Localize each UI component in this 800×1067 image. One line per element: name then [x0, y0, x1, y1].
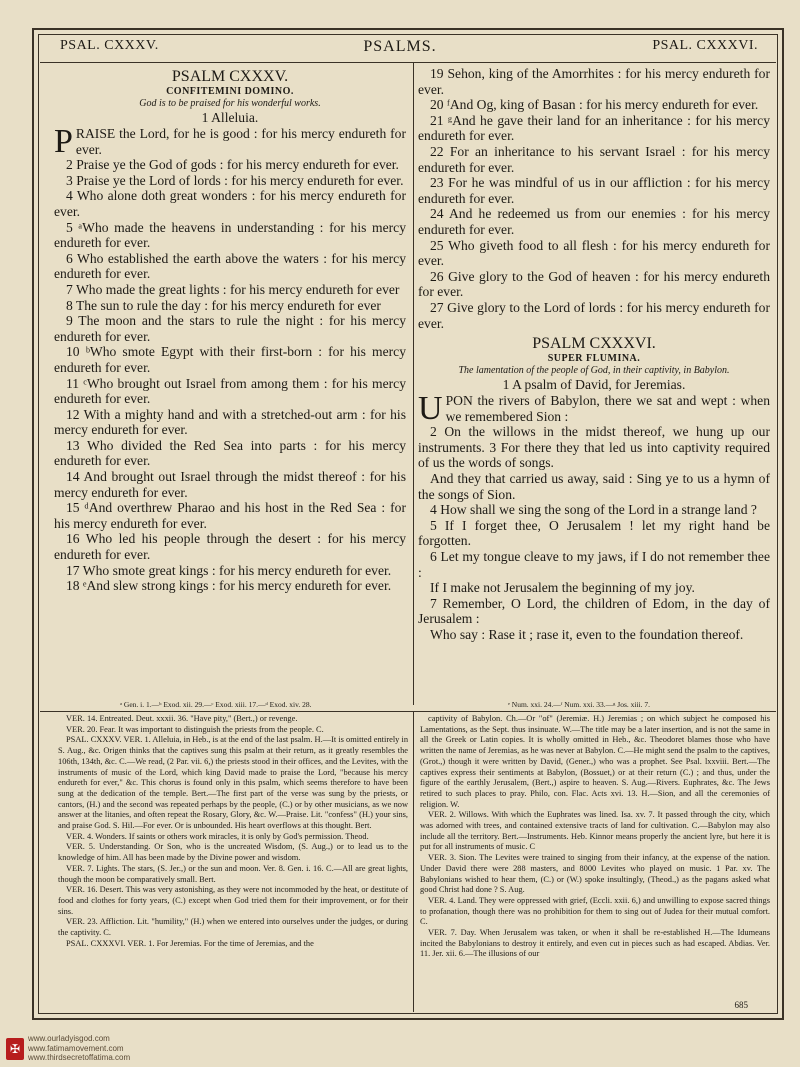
psalm-136-verses [418, 424, 770, 642]
running-head-title: PSALMS. [363, 38, 437, 55]
verse: 17 Who smote great kings : for his mercy endureth for ever. [66, 562, 392, 578]
verse: 19 Sehon, king of the Amorrhites : for his mercy endureth for ever. [418, 66, 770, 97]
seal-icon: ✠ [6, 1038, 24, 1060]
psalm-135-verses [54, 157, 406, 594]
psalm-135-verses-continued [418, 66, 770, 331]
verse: 7 Who made the great lights : for his mercy endureth for ever [66, 281, 400, 297]
verse: 3 Praise ye the Lord of lords : for his mercy endureth for ever. [66, 172, 404, 188]
verse: 14 And brought out Israel through the midst thereof : for his mercy endureth for ever. [54, 469, 406, 500]
verse: 16 Who led his people through the desert : for his mercy endureth for ever. [54, 531, 406, 563]
verse: 2 On the willows in the midst thereof, we hung up our instruments. 3 For there they that led us into captivity required of us the words of songs. [418, 424, 770, 471]
verse: 26 Give glory to the God of heaven : for his mercy endureth for ever. [418, 268, 770, 300]
commentary-paragraph: PSAL. CXXXV. VER. 1. Alleluia, in Heb., is at the end of the last psalm. H.—It is omitted entirely in S. Aug., &c. Origen thinks that the captives sung this psalm at their return, as it greatly resembles the 106th, 134th, &c. C.—We read, (2 Par. vii. 6,) the priests stood in their offices, and the Levites, with the instruments of music of the Lord, which king David made to praise the Lord, "because his mercy endureth for ever," &c. This chorus is found only in this psalm, which seems therefore to have been sung at the dedication of the temple. Bert.—The first part of the verse was sung by the priests, or cantors, (H.) and the second was repeated perhaps by the people, (C.) or by other musicians, as we now answer at the litanies, and often repeat the Rosary, Glory, &c. W.—Praise. Lit. "confess" (H.) your sins, and praise God. S. Hil.—For ever. Or is unbounded. His heart overflows at this thought. Bert. [58, 735, 408, 831]
commentary-paragraph: VER. 5. Understanding. Or Son, who is the uncreated Wisdom, (S. Aug.,) or to lead us to the knowledge of him. All has been made by the Divine power and wisdom. [58, 842, 408, 863]
drop-cap: U [418, 390, 443, 428]
commentary-paragraph: VER. 7. Day. When Jerusalem was taken, or when it shall be re-established H.—The Idumeans incited the Babylonians to destroy it entirely, and even cut in pieces such as had escaped. Abdias. Ver. 11. Jer. xii. 6.—The illusions of our [420, 928, 770, 959]
header-rule [40, 62, 776, 63]
commentary-paragraph: VER. 4. Land. They were oppressed with grief, (Eccli. xxii. 6,) and unwilling to expose sacred things to profanation, though there was no prohibition for them to sing out of Judea for their mutual comfort. C. [420, 895, 770, 927]
verse: 10 ᵇWho smote Egypt with their first-born : for his mercy endureth for ever. [54, 344, 406, 375]
psalm-135-argument: God is to be praised for his wonderful works. [139, 98, 321, 109]
psalm-136-argument: The lamentation of the people of God, in their captivity, in Babylon. [458, 365, 730, 377]
commentary-paragraph: PSAL. CXXXVI. VER. 1. For Jeremias. For the time of Jeremias, and the [66, 938, 314, 948]
commentary-paragraph: VER. 2. Willows. With which the Euphrates was lined. Isa. xv. 7. It passed through the city, which was adorned with trees, and contained extensive tracts of land for cultivation. C.—Babylon may also include all the territory. Bert.—Instruments. Heb. Kinnor means properly the ancient lyre, but here it is put for all instruments of music. C [420, 810, 770, 852]
verse: 27 Give glory to the Lord of lords : for his mercy endureth for ever. [418, 299, 770, 331]
verse: 7 Remember, O Lord, the children of Edom, in the day of Jerusalem : [418, 595, 770, 627]
verse: 6 Let my tongue cleave to my jaws, if I do not remember thee : [418, 549, 770, 580]
verse: 9 The moon and the stars to rule the night : for his mercy endureth for ever. [54, 313, 406, 344]
psalm-135-latin: CONFITEMINI DOMINO. [166, 86, 294, 97]
commentary-paragraph: VER. 23. Affliction. Lit. "humility," (H.) when we entered into ourselves under the judges, or during the captivity. C. [58, 917, 408, 938]
verse: 8 The sun to rule the day : for his mercy endureth for ever [66, 297, 381, 313]
commentary-paragraph: VER. 7. Lights. The stars, (S. Jer.,) or the sun and moon. Ver. 8. Gen. i. 16. C.—All are great lights, though the moon be comparatively small. Bert. [58, 863, 408, 884]
commentary-paragraph: VER. 3. Sion. The Levites were trained to singing from their infancy, at the expense of the nation. Under David there were 288 masters, and 8000 Levites who played on music. 1 Par. xv. The Babylonians wished to hear them, (C.) or (W.) spoke insultingly, (Theod.,) as the pagans asked what good Christ had done ? S. Aug. [420, 853, 770, 895]
verse: 4 Who alone doth great wonders : for his mercy endureth for ever. [54, 188, 406, 219]
verse: 11 ᶜWho brought out Israel from among them : for his mercy endureth for ever. [54, 375, 406, 407]
commentary-right [420, 714, 770, 960]
verse: 18 ᵉAnd slew strong kings : for his mercy endureth for ever. [66, 578, 392, 594]
running-head-right: PSAL. CXXXVI. [652, 38, 758, 53]
commentary-rule [40, 711, 776, 712]
verse: And they that carried us away, said : Sing ye to us a hymn of the songs of Sion. [418, 471, 770, 502]
verse: 5 ᵃWho made the heavens in understanding : for his mercy endureth for ever. [54, 219, 406, 251]
watermark-line: www.fatimamovement.com [28, 1043, 124, 1053]
commentary-paragraph: VER. 16. Desert. This was very astonishing, as they were not incommoded by the heat, or destitute of food and clothes for forty years, (C.) except when God tried them for their improvement, or for their sins. [58, 885, 408, 916]
footnotes-left: ᵃ Gen. i. 1.—ᵇ Exod. xii. 29.—ᶜ Exod. xiii. 17.—ᵈ Exod. xiv. 28. [120, 700, 312, 709]
verse: 15 ᵈAnd overthrew Pharao and his host in the Red Sea : for his mercy endureth for ever. [54, 500, 406, 531]
verse: 24 And he redeemed us from our enemies : for his mercy endureth for ever. [418, 206, 770, 237]
verse: 6 Who established the earth above the waters : for his mercy endureth for ever. [54, 250, 406, 282]
verse: 12 With a mighty hand and with a stretched-out arm : for his mercy endureth for ever. [54, 406, 406, 438]
watermark-line: www.ourladyisgod.com [28, 1034, 110, 1043]
commentary-divider [413, 712, 414, 1012]
commentary-paragraph: VER. 20. Fear. It was important to distinguish the priests from the people. C. [66, 724, 324, 734]
verse: 21 ᵍAnd he gave their land for an inheritance : for his mercy endureth for ever. [418, 112, 770, 144]
psalm-136-latin: SUPER FLUMINA. [547, 353, 641, 365]
verse: 13 Who divided the Red Sea into parts : for his mercy endureth for ever. [54, 437, 406, 469]
right-column [418, 66, 770, 643]
psalm-136-verse-1: UPON the rivers of Babylon, there we sat and wept : when we remembered Sion : [418, 390, 770, 428]
psalm-136-title: PSALM CXXXVI. [532, 335, 656, 353]
page-number: 685 [734, 1000, 748, 1010]
psalm-135-title: PSALM CXXXV. [171, 68, 289, 85]
commentary-paragraph: VER. 4. Wonders. If saints or others work miracles, it is only by God's permission. Theod. [66, 831, 369, 841]
verse: 4 How shall we sing the song of the Lord in a strange land ? [430, 502, 757, 518]
verse: If I make not Jerusalem the beginning of my joy. [430, 580, 695, 596]
commentary-paragraph: captivity of Babylon. Ch.—Or "of" (Jeremiæ. H.) Jeremias ; on which subject he composed his Lamentations, as the Sept. thus insinuate. W.—The title may be a later insertion, and is not the same in all the Greek or Latin copies. It is wholly omitted in Heb., &c. Theodoret blames those who have written the name of Jeremias, as he was never at Babylon. C.—He might send the psalm to the captives, (Grot.,) though it were written by David, (Gener.,) who was a prophet. See Psal. lxxviii. Bert.—The captives express their sentiments at Babylon, (Bossuet,) or at their return (C.) ; and thus, under the figure of the earthly Jerusalem, (Bert.,) aspire to heaven. S. Aug.—Rivers. Euphrates, &c. The Jews retired to such places to pray. Philo, con. Flac. Acts xvi. 13. H.—Sion, and all the ceremonies of religion. W. [420, 714, 770, 809]
footnotes-right: ᵉ Num. xxi. 24.—ᶠ Num. xxi. 33.—ᵍ Jos. xiii. 7. [508, 700, 650, 709]
commentary-left [58, 714, 408, 949]
verse: 5 If I forget thee, O Jerusalem ! let my right hand be forgotten. [418, 517, 770, 549]
column-divider [413, 63, 414, 705]
verse: 2 Praise ye the God of gods : for his mercy endureth for ever. [66, 157, 399, 173]
drop-cap: P [54, 123, 73, 160]
watermark-line: www.thirdsecretoffatima.com [28, 1053, 131, 1063]
psalm-135-superscription: 1 Alleluia. [201, 110, 259, 125]
verse: 23 For he was mindful of us in our affliction : for his mercy endureth for ever. [418, 175, 770, 206]
watermark [28, 1034, 130, 1063]
psalm-135-verse-1: PRAISE the Lord, for he is good : for his mercy endureth for ever. [54, 123, 406, 160]
running-head-left: PSAL. CXXXV. [60, 38, 159, 53]
verse: 25 Who giveth food to all flesh : for his mercy endureth for ever. [418, 237, 770, 269]
verse: 22 For an inheritance to his servant Israel : for his mercy endureth for ever. [418, 143, 770, 175]
psalm-136-superscription: 1 A psalm of David, for Jeremias. [502, 377, 686, 393]
left-column [54, 66, 406, 594]
verse: Who say : Rase it ; rase it, even to the foundation thereof. [430, 627, 744, 642]
commentary-paragraph: VER. 14. Entreated. Deut. xxxii. 36. "Have pity," (Bert.,) or revenge. [66, 714, 298, 723]
verse: 20 ᶠAnd Og, king of Basan : for his mercy endureth for ever. [430, 97, 759, 113]
